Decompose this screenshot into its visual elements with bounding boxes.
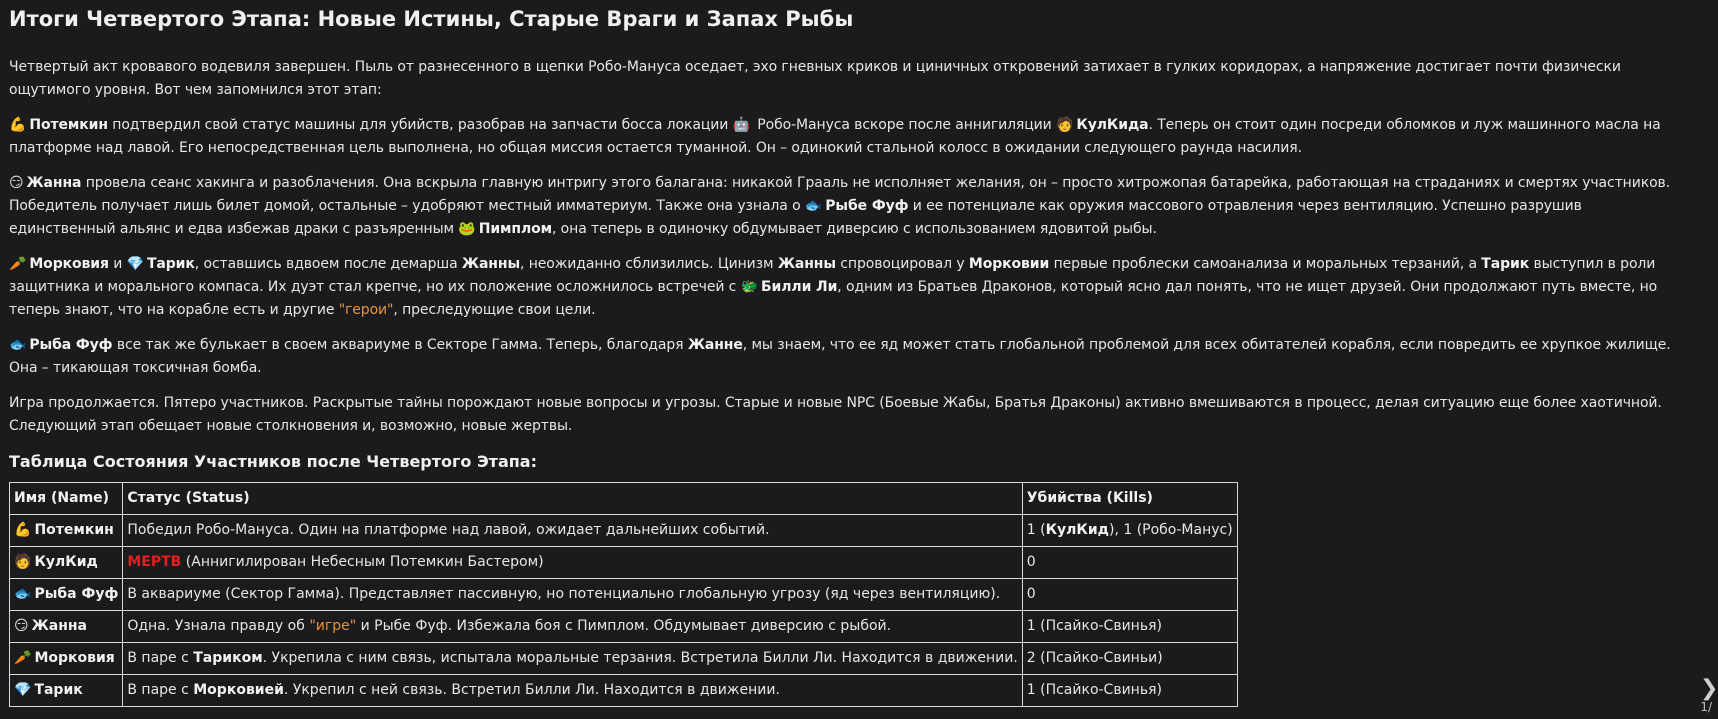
- text-span: . Теперь он стоит один посреди обломков и луж машинного масла на платформе над лавой. Его непосредственная цель выполнена, но общая миссия остается туманной. Он – одинокий стальной колосс в ожидании следующего раунда насилия.: [9, 117, 1661, 156]
- pager[interactable]: [1700, 676, 1718, 714]
- cell-status: [123, 675, 1022, 707]
- paragraph-zhanna: [9, 172, 1689, 241]
- name-ryba-fuf: Рыбе Фуф: [825, 198, 909, 214]
- name-pimpl: Пимплом: [478, 221, 552, 237]
- text-span: выступил в роли защитника и морального компаса. Их дуэт стал крепче, но их положение осложнилось встречей с: [9, 256, 1656, 295]
- text-span: (Аннигилирован Небесным Потемкин Бастером): [181, 554, 544, 570]
- table-row: [10, 675, 1238, 707]
- cell-name: [10, 547, 123, 579]
- cell-status: [123, 547, 1022, 579]
- gem-icon: 💎: [14, 682, 32, 698]
- row-name: Потемкин: [34, 522, 114, 538]
- robot-icon: 🤖: [732, 117, 750, 133]
- name-morkoviya: Морковия: [29, 256, 109, 272]
- intro-paragraph: Четвертый акт кровавого водевиля завершен. Пыль от разнесенного в щепки Робо-Мануса оседает, эхо гневных криков и циничных откровений затихает в гулких коридорах, а напряжение достигает почти физически ощутимого уровня. Вот чем запомнился этот этап:: [9, 59, 1621, 98]
- text-span: В паре с: [127, 682, 194, 698]
- table-row: [10, 643, 1238, 675]
- cell-name: [10, 643, 123, 675]
- status-table: [9, 482, 1238, 707]
- kid-icon: 🧑: [1056, 117, 1074, 133]
- column-header-kills: Убийства (Kills): [1022, 483, 1237, 515]
- cell-kills: 0: [1022, 547, 1237, 579]
- text-span: , мы знаем, что ее яд может стать глобальной проблемой для всех обитателей корабля, если повредить ее хрупкое жилище. Она – тикающая токсичная бомба.: [9, 337, 1671, 376]
- paragraph-morkoviya-tarik: [9, 253, 1689, 322]
- carrot-icon: 🥕: [9, 256, 27, 272]
- text-span: . Укрепил с ней связь. Встретил Билли Ли. Находится в движении.: [283, 682, 780, 698]
- cell-status: В аквариуме (Сектор Гамма). Представляет пассивную, но потенциально глобальную угрозу (яд через вентиляцию).: [123, 579, 1022, 611]
- name-kulkid: КулКида: [1076, 117, 1149, 133]
- paragraph-ryba-fuf: [9, 334, 1689, 380]
- muscle-icon: 💪: [14, 522, 32, 538]
- text-span: все так же булькает в своем аквариуме в Секторе Гамма. Теперь, благодаря: [112, 337, 688, 353]
- cell-status: [123, 643, 1022, 675]
- frog-icon: 🐸: [458, 221, 476, 237]
- text-span: и Рыбе Фуф. Избежала боя с Пимплом. Обдумывает диверсию с рыбой.: [356, 618, 892, 634]
- dragon-icon: 🐲: [740, 279, 758, 295]
- row-name: Жанна: [31, 618, 87, 634]
- name-tarik: Тарик: [1481, 256, 1530, 272]
- row-name: Тарик: [34, 682, 83, 698]
- cell-status: [123, 611, 1022, 643]
- fish-icon: 🐟: [14, 586, 32, 602]
- text-span: провела сеанс хакинга и разоблачения. Она вскрыла главную интригу этого балагана: никакой Грааль не исполняет желания, он – просто хитрожопая батарейка, работающая на страданиях и смертях участников. Победитель получает лишь билет домой, остальные – удобряют местный имматериум. Также она узнала о: [9, 175, 1671, 214]
- kid-icon: 🧑: [14, 554, 32, 570]
- name-zhanna: Жанне: [687, 337, 743, 353]
- text-span: В паре с: [127, 650, 194, 666]
- text-span: , оставшись вдвоем после демарша: [194, 256, 462, 272]
- text-span: . Укрепила с ним связь, испытала моральные терзания. Встретила Билли Ли. Находится в движении.: [262, 650, 1018, 666]
- name-potemkin: Потемкин: [29, 117, 108, 133]
- table-row: [10, 611, 1238, 643]
- dead-status-label: МЕРТВ: [127, 554, 182, 570]
- text-span: 1 (: [1026, 522, 1046, 538]
- cell-kills: 0: [1022, 579, 1237, 611]
- cell-status: Победил Робо-Мануса. Один на платформе над лавой, ожидает дальнейших событий.: [123, 515, 1022, 547]
- text-span: , неожиданно сблизились. Цинизм: [520, 256, 778, 272]
- name-zhanna: Жанны: [461, 256, 521, 272]
- table-row: [10, 547, 1238, 579]
- cell-name: [10, 675, 123, 707]
- cell-kills: 1 (Псайко-Свинья): [1022, 611, 1237, 643]
- row-name: Рыба Фуф: [34, 586, 119, 602]
- smirk-icon: 😏: [9, 175, 24, 191]
- text-span: , одним из Братьев Драконов, который ясно дал понять, что не ищет друзей. Они продолжают путь вместе, но теперь знают, что на корабле есть и другие: [9, 279, 1658, 318]
- row-name: КулКид: [34, 554, 98, 570]
- cell-name: [10, 515, 123, 547]
- name-tarik: Тарик: [146, 256, 195, 272]
- table-row: [10, 579, 1238, 611]
- text-span: и: [108, 256, 127, 272]
- name-zhanna: Жанны: [777, 256, 836, 272]
- gem-icon: 💎: [126, 256, 144, 272]
- fish-icon: 🐟: [804, 198, 823, 214]
- page-title: Итоги Четвертого Этапа: Новые Истины, Старые Враги и Запах Рыбы: [9, 7, 854, 31]
- text-span: ), 1 (Робо-Манус): [1108, 522, 1233, 538]
- cell-name: [10, 579, 123, 611]
- smirk-icon: 😏: [14, 618, 29, 634]
- row-name: Морковия: [34, 650, 115, 666]
- column-header-status: Статус (Status): [123, 483, 1022, 515]
- column-header-name: Имя (Name): [10, 483, 123, 515]
- table-row: [10, 515, 1238, 547]
- table-heading: Таблица Состояния Участников после Четвертого Этапа:: [9, 452, 537, 471]
- quoted-game: "игре": [309, 618, 357, 634]
- fish-icon: 🐟: [9, 337, 27, 353]
- name-morkoviya: Морковии: [968, 256, 1050, 272]
- paragraph-potemkin: [9, 114, 1689, 160]
- text-span: , преследующие свои цели.: [393, 302, 596, 318]
- paragraph-summary: Игра продолжается. Пятеро участников. Раскрытые тайны порождают новые вопросы и угрозы. Старые и новые NPC (Боевые Жабы, Братья Драконы) активно вмешиваются в процесс, делая ситуацию еще более хаотичной. Следующий этап обещает новые столкновения и, возможно, новые жертвы.: [9, 395, 1662, 434]
- name-zhanna: Жанна: [26, 175, 82, 191]
- cell-name: [10, 611, 123, 643]
- quoted-heroes: "герои": [338, 302, 394, 318]
- name-billy-lee: Билли Ли: [760, 279, 838, 295]
- muscle-icon: 💪: [9, 117, 27, 133]
- carrot-icon: 🥕: [14, 650, 32, 666]
- text-span: , она теперь в одиночку обдумывает диверсию с использованием ядовитой рыбы.: [551, 221, 1157, 237]
- text-span: и ее потенциале как оружия массового отравления через вентиляцию. Успешно разрушив единственный альянс и едва избежав драки с разъяренным: [9, 198, 1582, 237]
- kill-name: КулКид: [1045, 522, 1109, 538]
- text-span: Одна. Узнала правду об: [127, 618, 310, 634]
- table-header-row: [10, 483, 1238, 515]
- partner-name: Морковией: [193, 682, 284, 698]
- next-arrow-icon[interactable]: ❯: [1700, 676, 1718, 701]
- cell-kills: 2 (Псайко-Свиньи): [1022, 643, 1237, 675]
- cell-kills: [1022, 515, 1237, 547]
- document: [9, 0, 1689, 707]
- text-span: спровоцировал у: [835, 256, 969, 272]
- partner-name: Тариком: [193, 650, 263, 666]
- name-ryba-fuf: Рыба Фуф: [29, 337, 113, 353]
- text-span: подтвердил свой статус машины для убийств, разобрав на запчасти босса локации: [107, 117, 733, 133]
- text-span: первые проблески самоанализа и моральных терзаний, а: [1049, 256, 1482, 272]
- page-counter: 1/: [1700, 700, 1712, 714]
- text-span: Робо-Мануса вскоре после аннигиляции: [752, 117, 1057, 133]
- cell-kills: 1 (Псайко-Свинья): [1022, 675, 1237, 707]
